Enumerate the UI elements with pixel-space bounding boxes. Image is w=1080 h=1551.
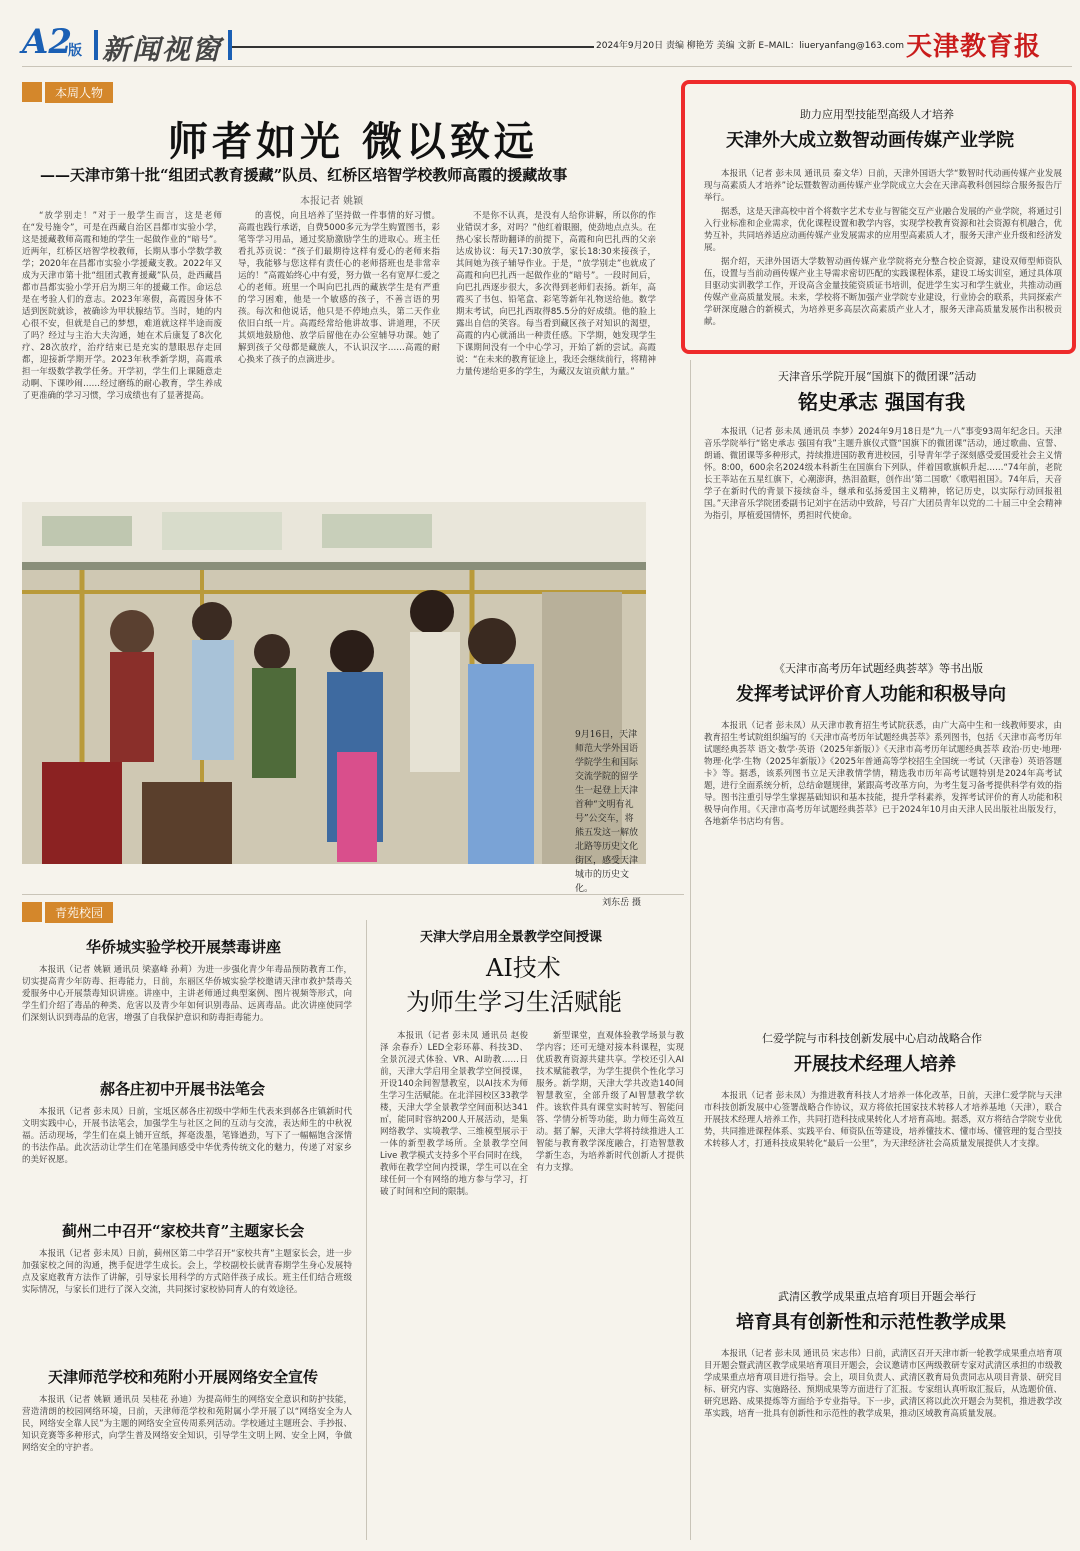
wuqing-body-text: 本报讯（记者 彭未凤 通讯员 宋志伟）日前，武清区召开天津市新一轮教学成果重点培育项目开题会暨武清区教学成果培育项目开题会，会议邀请市区两级教研专家对武清区承担的市级教学成果重点培育项目进行指导。会上，项目负责人、武清区教育局负责同志从项目背景、研究目标、研究内容、实施路径、预期成果等方面进行了汇报。专家组认真听取汇报后，从选题价值、研究思路、成果提炼等方面给予专业指导。下一步，武清区将以此次开题会为契机，推进教学改革实践，培育一批具有创新性和示范性的教学成果，推动区域教育高质量发展。: [704, 1349, 1062, 1419]
tju-column-1-text: 本报讯（记者 彭未凤 通讯员 赵俊泽 余春乔）LED全彩环幕、科技3D、全景沉浸式体验、VR、AI助教……日前，天津大学启用全景教学空间授课，开设140余间智慧教室，以AI技术为师生学习生活赋能。在北洋园校区33教学楼，天津大学全景教学空间面积达341㎡，能同时容纳200人开展活动，是集网络教学、实境教学、三维模型展示于一体的新型教学场所。全景教学空间 Live 教学模式支持多个平台同时在线，教师在教学空间内授课，学生可以在全球任何一个有网络的地方参与学习，打破了时间和空间的限制。: [380, 1031, 528, 1197]
tjfu-headline: 天津外大成立数智动画传媒产业学院: [726, 130, 1014, 151]
column-divider-right: [690, 360, 691, 1540]
wuqing-body: [704, 1348, 1062, 1542]
photo-caption-text: 9月16日，天津师范大学外国语学院学生和国际交流学院的留学生一起登上天津首种“文明有礼号”公交车，将熊五发这一解放北路等历史文化街区，感受天津城市的历史文化。: [575, 730, 639, 894]
exam-kicker: 《天津市高考历年试题经典荟萃》等书出版: [774, 662, 983, 675]
wuqing-headline: 培育具有创新性和示范性教学成果: [736, 1312, 1006, 1333]
exam-body-text: 本报讯（记者 彭未凤）从天津市教育招生考试院获悉，由广大高中生和一线教师要求，由教育招生考试院组织编写的《天津市高考历年试题经典荟萃》系列图书，包括《天津市高考历年试题经典荟萃 语文·数学·英语（2025年新版）》《天津市高考历年试题经典荟萃 政治·历史·地理·物理·化学·生物（2025年新版）》《2025年普通高等学校招生全国统一考试（天津卷）英语答题卡》等。据悉，该系列图书立足天津教情学情，精选我市历年高考试题特别是2024年高考试题，进行全面系统分析，总结命题规律，紧跟高考改革方向，为考生复习备考提供科学有效的指导。图书注重引导学生掌握基础知识和基本技能，提升学科素养，发挥考试评价的育人功能和积极导向作用。《天津市高考历年试题经典荟萃》已于2024年10月由天津人民出版社出版发行，各地新华书店均有售。: [704, 721, 1062, 827]
hb-body-text: 本报讯（记者 彭未凤）日前，宝坻区郝各庄初级中学师生代表来到郝各庄镇新时代文明实践中心，开展书法笔会，加强学生与社区之间的互动与交流，表达师生的中秋祝福。活动现场，学生们在桌上铺开宣纸，挥毫泼墨，笔锋遒劲，写下了一幅幅饱含深情的书法作品。此次活动让学生们在笔墨间感受中华优秀传统文化的魅力，传递了对家乡的美好祝愿。: [22, 1107, 352, 1165]
photo-caption: [575, 728, 641, 910]
renai-body: [704, 1090, 1062, 1266]
tjfu-body: [704, 168, 1062, 338]
renai-kicker: 仁爱学院与市科技创新发展中心启动战略合作: [762, 1032, 982, 1045]
section-tag-label: 本周人物: [45, 82, 113, 103]
tjfu-body-p1: 本报讯（记者 彭未凤 通讯员 秦文华）日前，天津外国语大学“数智时代动画传媒产业发展现与高素质人才培养”论坛暨数智动画传媒产业学院成立大会在天津高教科创园综合服务报告厅举行。: [704, 169, 1062, 203]
lead-column-3-text: 不是你不认真，是没有人给你讲解，所以你的作业错误才多，对吗？”他红着眼圈，使劲地点点头。在热心家长帮助翻译的前提下，高霞和向巴扎西的父亲达成协议：每天17:30放学，家长18:30来接孩子，其间她为孩子辅导作业。于是，“放学别走”也就成了高霞和向巴扎西一起做作业的“暗号”。一段时间后，向巴扎西逐步很大，多次得到老师们表扬。新年，高霞买了书包、铅笔盒、彩笔等新年礼物送给他。数学期末考试，向巴扎西取得85.5分的好成绩。他的脸上露出自信的笑容。每当看到藏区孩子对知识的渴望，高霞的内心就涌出一种责任感。下学期，她发现学生下课期间没有一个中心学习，开始了新的尝试。高霞说：“在未来的教育征途上，我还会继续前行，将精神力量传递给更多的学生，为藏汉友谊贡献力量。”: [456, 211, 656, 377]
campus-tag-label: 青苑校园: [45, 902, 113, 923]
lead-headline: 师者如光 微以致远: [168, 118, 538, 165]
section-tag-people: [22, 82, 121, 102]
nk-body: [22, 1394, 352, 1540]
section-title: 新闻视窗: [102, 33, 223, 66]
tjfu-body-p3: 据介绍，天津外国语大学数智动画传媒产业学院将充分整合校企资源，建设双师型师资队伍，设置与当前动画传媒产业主导需求密切匹配的实践课程体系，建设工场实训室，通过具体项目驱动实训教学工作，开设高含金量技能资质证书培训，促进学生实习和学生就业，共推动动画传媒产业高质量发展。未来，学校将不断加强产业学院专业建设，行业协会的联系，共同探索产学研深度融合的新模式，为培养更多高层次高素质产业人才，服务天津高质量发展作出积极贡献。: [704, 257, 1062, 327]
masthead-bar-right: [228, 30, 232, 60]
bus-photo-illustration: [22, 502, 646, 864]
wuqing-kicker: 武清区教学成果重点培育项目开题会举行: [778, 1290, 976, 1303]
exam-headline: 发挥考试评价育人功能和积极导向: [736, 684, 1006, 705]
jz-headline: 蓟州二中召开“家校共育”主题家长会: [62, 1222, 305, 1240]
masthead-bar-left: [94, 30, 98, 60]
tju-column-2: [536, 1030, 684, 1540]
lead-byline: 本报记者 姚颖: [300, 196, 364, 207]
hcc-body-text: 本报讯（记者 姚颖 通讯员 梁嘉峰 孙莉）为进一步强化青少年毒品预防教育工作，切实提高青少年防毒、拒毒能力，日前，东丽区华侨城实验学校邀请天津市救护禁毒关爱服务中心开展禁毒知识讲座。讲座中，主讲老师通过典型案例、图片视频等形式，向学生们介绍了毒品的种类、危害以及青少年如何识别毒品、远离毒品。此次讲座使同学们深刻认识到毒品的危害，增强了自我保护意识和防毒拒毒能力。: [22, 965, 352, 1023]
tju-headline-2: 为师生学习生活赋能: [406, 988, 622, 1016]
jz-body-text: 本报讯（记者 彭未凤）日前，蓟州区第二中学召开“家校共育”主题家长会，进一步加强家校之间的沟通，携手促进学生成长。会上，学校副校长就青春期学生身心发展特点及家庭教育方法作了讲解，引导家长用科学的方式陪伴孩子成长。班主任们结合班级实际情况，与家长们进行了深入交流，共同探讨家校协同育人的有效途径。: [22, 1249, 352, 1295]
masthead-meta: 2024年9月20日 责编 柳艳芳 美编 文新 E–MAIL：liueryanfang@163.com: [596, 41, 905, 51]
lead-column-2: [238, 210, 440, 492]
renai-headline: 开展技术经理人培养: [794, 1054, 956, 1075]
tjfu-kicker: 助力应用型技能型高级人才培养: [800, 108, 954, 121]
hb-body: [22, 1106, 352, 1198]
masthead-rule: [232, 46, 594, 48]
renai-body-text: 本报讯（记者 彭未凤）为推进教育科技人才培养一体化改革，日前，天津仁爱学院与天津市科技创新发展中心签署战略合作协议，双方将依托国家技术转移人才培养基地（天津），联合开展技术经理人培养工作，共同打造科技成果转化人才培育高地。据悉，双方将结合学院专业优势，共同推进课程体系、实践平台、师资队伍等建设，培养懂技术、懂市场、懂管理的复合型技术转移人才，打通科技成果转化“最后一公里”，为天津经济社会高质量发展提供人才支撑。: [704, 1091, 1062, 1149]
music-headline: 铭史承志 强国有我: [798, 390, 965, 414]
tju-headline-1: AI技术: [486, 954, 561, 982]
nk-body-text: 本报讯（记者 姚颖 通讯员 吴桂花 孙迪）为提高师生的网络安全意识和防护技能，营造清朗的校园网络环境，日前，天津师范学校和苑附属小学开展了以“网络安全为人民，网络安全靠人民”为主题的网络安全宣传周系列活动。学校通过主题班会、手抄报、知识竞赛等多种形式，向学生普及网络安全知识，引导学生文明上网、安全上网，争做网络安全的守护者。: [22, 1395, 352, 1453]
lead-column-2-text: 的喜悦，向且培养了坚持做一件事情的好习惯。高霞也践行承诺，自费5000多元为学生购置图书，彩笔等学习用品，通过奖励激励学生的进取心。班主任看扎苏贡说：“孩子们最期待这样有爱心的老师来指导，我能够与您这样有责任心的老师搭班也是非常幸运的！”高霞始终心中有爱，努力做一名有宽厚仁爱之心的老师。班里一个叫向巴扎西的藏族学生是有严重的学习困难，他是一个敏感的孩子，不善言语的男孩。每次和他说话，他只是不停地点头，第二天作业依旧白纸一片。高霞经常给他讲故事、讲道理，不厌其烦地鼓励他、放学后留他在办公室辅导功课。她了解到孩子父母都是藏族人，不认识汉字……高霞的耐心换来了孩子的点滴进步。: [238, 211, 440, 365]
music-body: [704, 426, 1062, 640]
section-divider: [22, 894, 684, 895]
page-number: A2: [22, 22, 73, 62]
lead-column-3: [456, 210, 656, 492]
tjfu-body-p2: 据悉，这是天津高校中首个将数字艺术专业与智能交互产业融合发展的产业学院，将通过引入行业标准和企业需求，优化课程设置和教学内容，实现学校教育资源和社会资源有机融合，优势互补，共同培养适应动画传媒产业发展需求的应用型高素质人才，服务天津产业升级和经济发展。: [704, 207, 1062, 253]
newspaper-logo: 天津教育报: [906, 32, 1042, 62]
tju-column-1: [380, 1030, 528, 1540]
section-tag-campus: [22, 902, 121, 922]
hcc-body: [22, 964, 352, 1050]
photo-credit: 刘东岳 摄: [602, 898, 641, 908]
lead-column-1-text: “放学别走！”对于一般学生而言，这是老师在“发号施令”，可是在西藏自治区昌都市实验小学，这是援藏教师高霞和她的学生一起做作业的“暗号”。近两年，红桥区培智学校教师，长期从事小学数学教学；2020年在昌都市实验小学援藏支教。2022年又成为天津市第十批“组团式教育援藏”队员，赴西藏昌都市昌都实验小学开启为期三年的援藏工作。命运总是在考验人们的意志。2023年寒假，高霞因身体不适到医院就诊，被确诊为甲状腺结节。当时，她的内心很不安，但就是自己的梦想，难道就这样半途而废了吗？经过与主治大夫沟通，她在术后康复了8次化疗、28次放疗，治疗结束已是充实的慧眼思存走回都，迎接新学期开学。2023年秋季新学期，高霞承担一年级数学教学任务。开学初，学生们上课随意走动啊、下课吵闹……经过磨练的耐心教育，学生养成了更准确的学习习惯，学习成绩也有了显著提高。: [22, 211, 222, 401]
masthead-divider: [22, 66, 1072, 67]
exam-body: [704, 720, 1062, 1006]
tju-column-2-text: 新型课堂，直观体验教学场景与教学内容；还可无缝对接本科课程，实现优质教育资源共建共享。学校还引入AI技术赋能教学，为学生提供个性化学习服务。新学期，天津大学共改造140间智慧教室，全部升级了AI智慧教学软件。该软件具有课堂实时转写、智能问答、学情分析等功能，助力师生高效互动。据了解，天津大学将持续推进人工智能与教育教学深度融合，打造智慧教学新生态，为培养新时代创新人才提供有力支撑。: [536, 1031, 684, 1173]
tju-kicker: 天津大学启用全景教学空间授课: [420, 930, 603, 945]
lead-subtitle: ——天津市第十批“组团式教育援藏”队员、红桥区培智学校教师高霞的援藏故事: [40, 166, 568, 184]
jz-body: [22, 1248, 352, 1352]
lead-column-1: [22, 210, 222, 492]
tag-square-icon: [22, 82, 42, 102]
page-ban-label: 版: [68, 43, 82, 59]
nk-headline: 天津师范学校和苑附小开展网络安全宣传: [48, 1368, 319, 1386]
hb-headline: 郝各庄初中开展书法笔会: [100, 1080, 266, 1098]
hcc-headline: 华侨城实验学校开展禁毒讲座: [86, 938, 282, 956]
bus-photo: [22, 502, 646, 864]
music-body-text: 本报讯（记者 彭未凤 通讯员 李梦）2024年9月18日是“九一八”事变93周年纪念日。天津音乐学院举行“铭史承志 强国有我”主题升旗仪式暨“国旗下的微团课”活动，通过歌曲、宣誓、朗诵、微团课等多种形式，持续推进国防教育进校园，引导青年学子深刻感受爱国爱社会主义情怀。8:00，600余名2024级本科新生在国旗台下列队，伴着国歌旗帜升起……“74年前，老院长王莘站在五星红旗下，心潮澎湃，热泪盈眶，创作出‘第二国歌’《歌唱祖国》。74年后，天音学子在新时代的背景下接续奋斗，继承和弘扬爱国主义精神，铭记历史，以实际行动回报祖国。”天津音乐学院团委副书记刘宇在活动中致辞，号召广大团员青年以党的二十届三中全会精神为指引，厚植爱国情怀，勇担时代使命。: [704, 427, 1062, 521]
campus-tag-icon: [22, 902, 42, 922]
column-divider-left: [366, 920, 367, 1540]
music-kicker: 天津音乐学院开展“国旗下的微团课”活动: [778, 370, 977, 383]
